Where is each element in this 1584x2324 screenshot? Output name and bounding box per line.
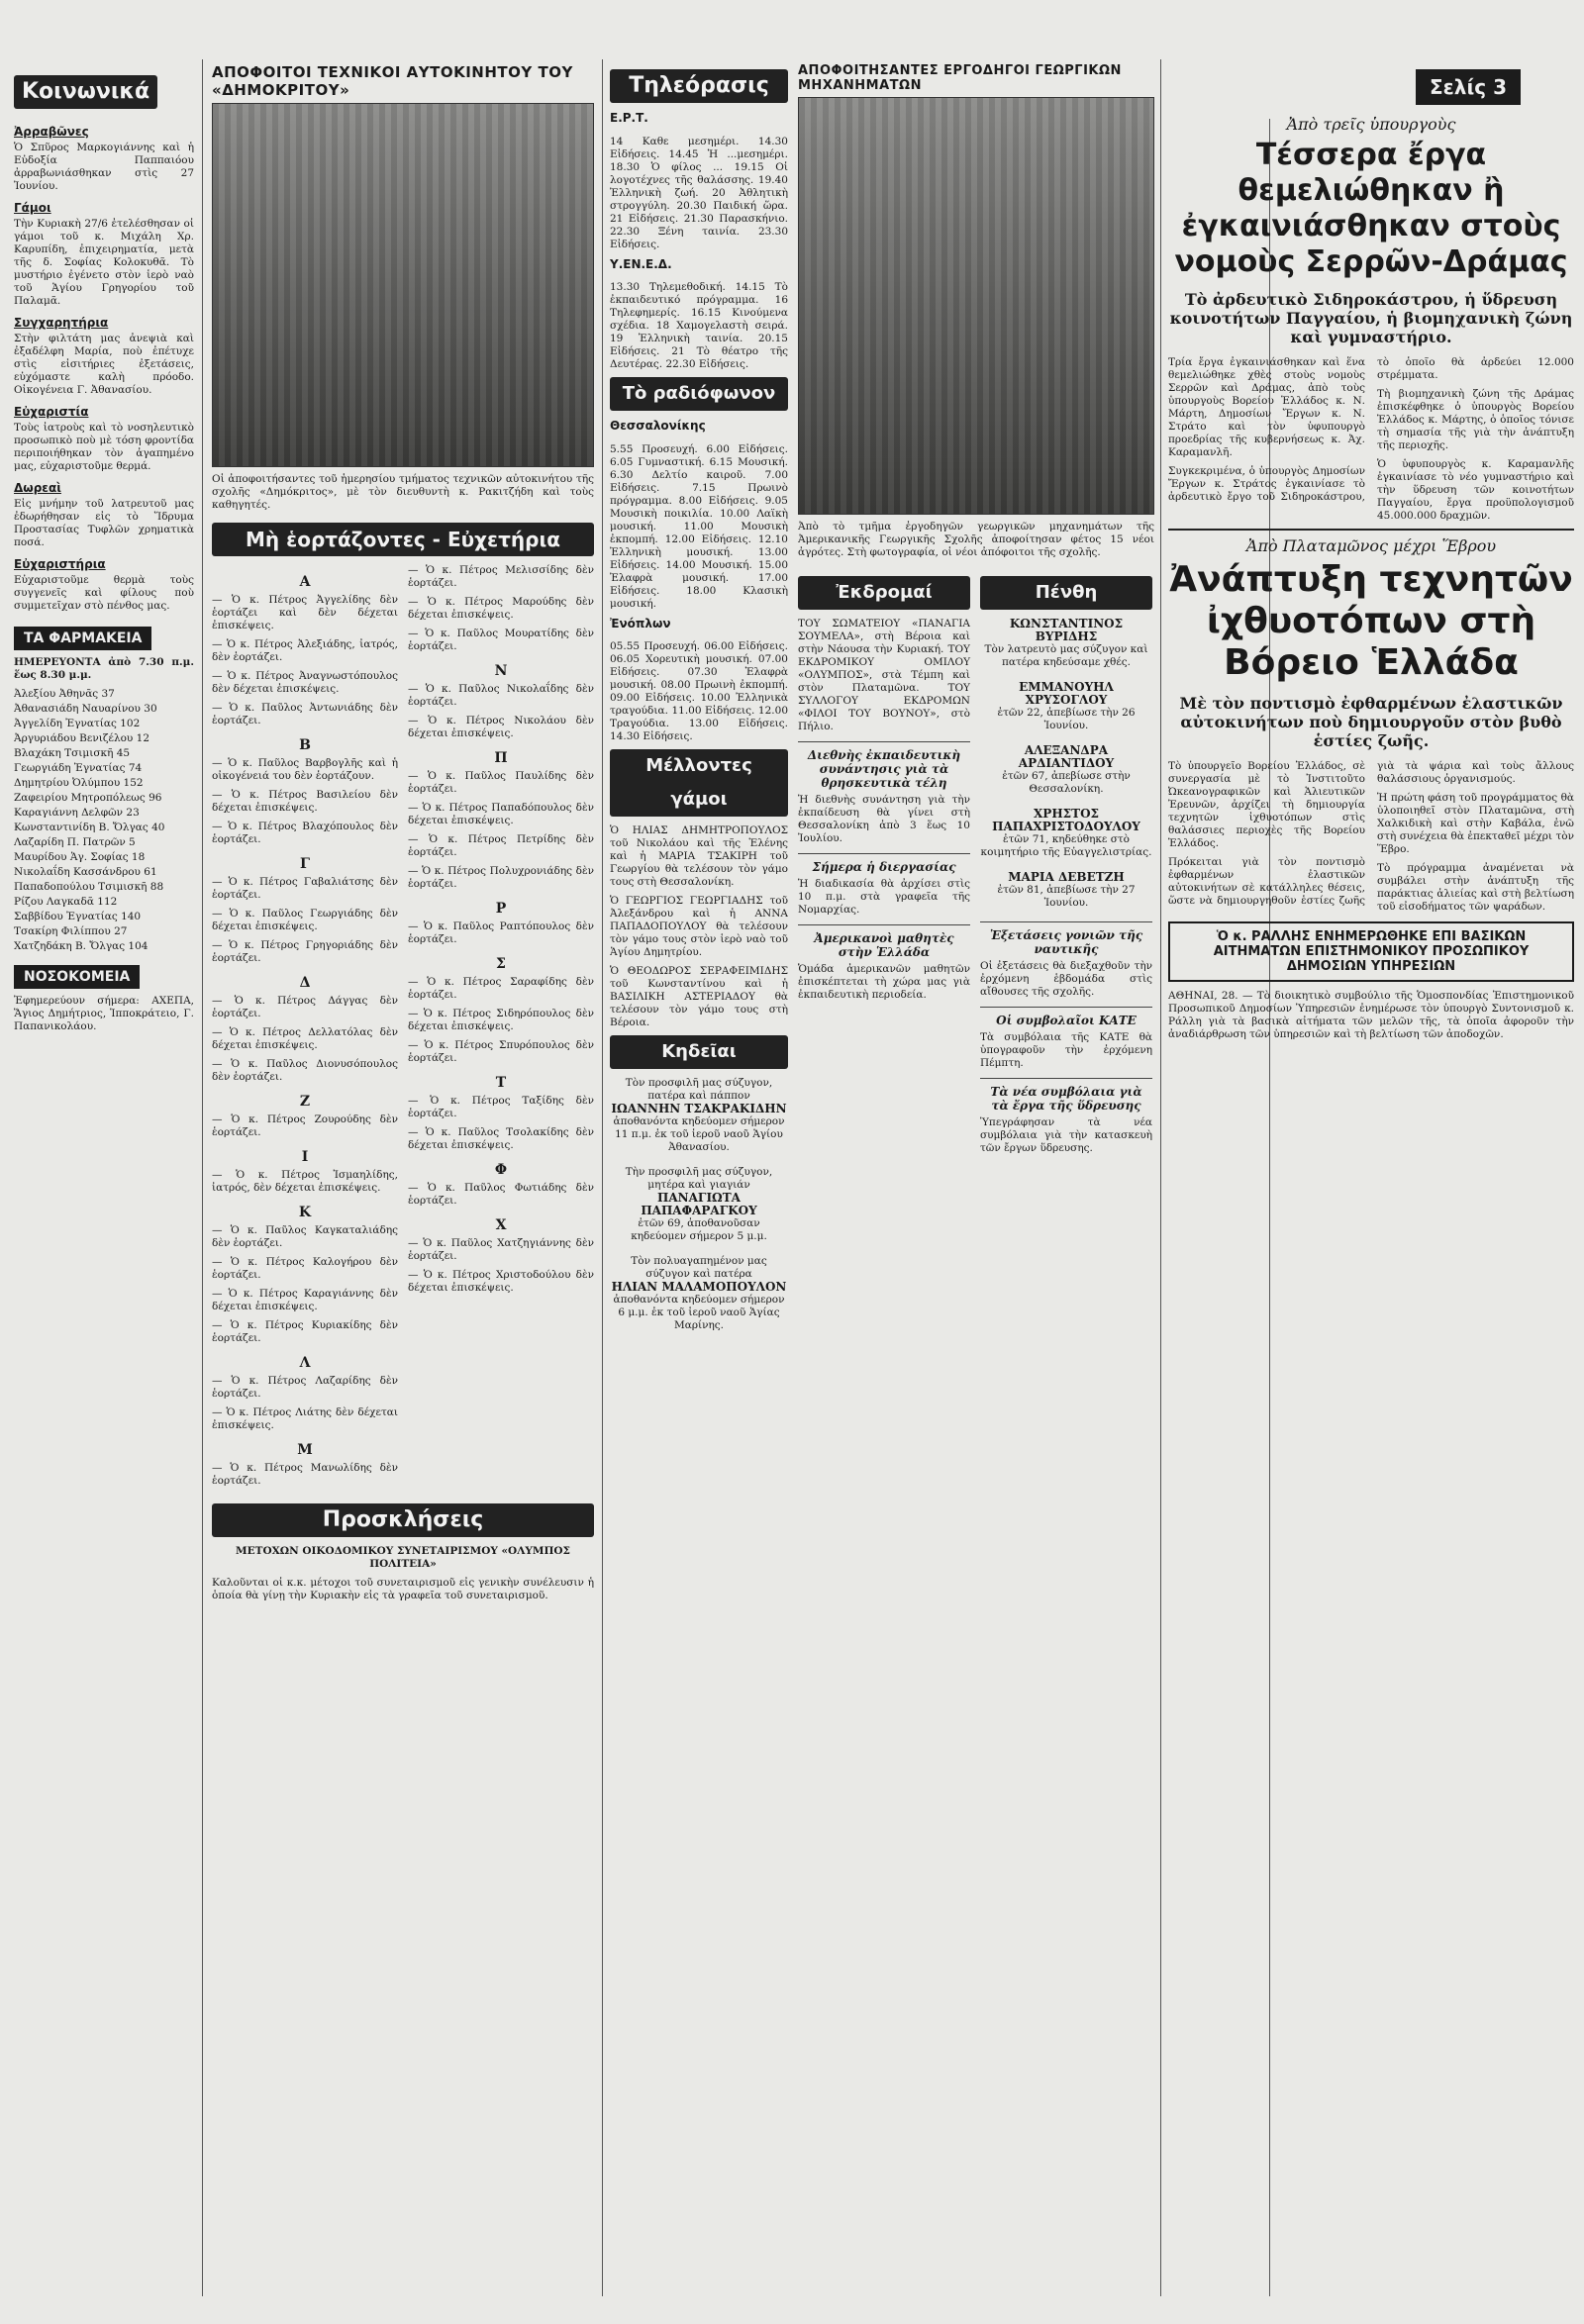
thanks-text: Τοὺς ἰατροὺς καὶ τὸ νοσηλευτικὸ προσωπικὸ ποὺ μὲ τόση φροντίδα περιποιήθηκαν τὸν ἀγαπημένο μας, εὐχαριστοῦμε θερμά. bbox=[14, 422, 194, 472]
news-flash-text: Τὰ συμβόλαια τῆς ΚΑΤΕ θὰ ὑπογραφοῦν τὴν ἐρχόμενη Πέμπτη. bbox=[980, 1030, 1152, 1069]
weddings-title: Γάμοι bbox=[14, 201, 51, 215]
nameday-entry: — Ὁ κ. Παῦλος Φωτιάδης δὲν ἑορτάζει. bbox=[408, 1181, 594, 1207]
news-flash-text: Ἡ διαδικασία θὰ ἀρχίσει στὶς 10 π.μ. στὰ γραφεῖα τῆς Νομαρχίας. bbox=[798, 877, 970, 916]
pharmacy-item: Κωνσταντινίδη Β. Ὄλγας 40 bbox=[14, 822, 165, 833]
pharmacy-item: Σαββίδου Ἐγνατίας 140 bbox=[14, 911, 142, 922]
pharmacy-item: Ἀργυριάδου Βενιζέλου 12 bbox=[14, 732, 150, 744]
mourning-name: ΜΑΡΙΑ ΔΕΒΕΤΖΗ bbox=[1008, 869, 1125, 884]
yened-schedule: 13.30 Τηλεμεθοδική. 14.15 Τὸ ἐκπαιδευτικό πρόγραμμα. 16 Τηλεφημερίς. 16.15 Κινούμενα σχέδια. 18 Χαμογελαστὴ σειρά. 19 Ἐλληνικὴ ταινία. 20.15 Εἰδήσεις. 21 Τὸ θέατρο τῆς Δευτέρας. 22.30 Εἰδήσεις. bbox=[610, 281, 788, 370]
mourning-text: ἐτῶν 81, ἀπεβίωσε τὴν 27 Ἰουνίου. bbox=[997, 883, 1136, 909]
nameday-entry: — Ὁ κ. Παῦλος Τσολακίδης δὲν δέχεται ἐπισκέψεις. bbox=[408, 1125, 594, 1151]
thanks2-text: Εὐχαριστοῦμε θερμὰ τοὺς συγγενεῖς καὶ φίλους ποὺ συμμετεῖχαν στὸ πένθος μας. bbox=[14, 574, 194, 612]
nameday-entry: — Ὁ κ. Πέτρος Πολυχρονιάδης δὲν ἑορτάζει. bbox=[408, 864, 594, 890]
mourning-text: ἐτῶν 71, κηδεύθηκε στὸ κοιμητήριο τῆς Εὐαγγελιστρίας. bbox=[980, 832, 1152, 858]
nameday-letter: Π bbox=[494, 749, 508, 766]
nameday-entry: — Ὁ κ. Πέτρος Γαβαλιάτσης δὲν ἑορτάζει. bbox=[212, 875, 398, 901]
upcoming-wedding-item: Ὁ ΘΕΟΔΩΡΟΣ ΣΕΡΑΦΕΙΜΙΔΗΣ τοῦ Κωνσταντίνου καὶ ἡ ΒΑΣΙΛΙΚΗ ΑΣΤΕΡΙΑΔΟΥ θὰ τελέσουν τὸν γάμο τους στὴ Βέροια. bbox=[610, 965, 788, 1028]
nameday-entry: — Ὁ κ. Πέτρος Μαρούδης δὲν δέχεται ἐπισκέψεις. bbox=[408, 595, 594, 621]
nameday-letter: Ζ bbox=[299, 1093, 311, 1110]
nameday-entry: — Ὁ κ. Παῦλος Διονυσόπουλος δὲν ἑορτάζει. bbox=[212, 1057, 398, 1083]
excursions-column bbox=[798, 570, 970, 1161]
mourning-text: ἐτῶν 67, ἀπεβίωσε στὴν Θεσσαλονίκη. bbox=[1002, 769, 1131, 795]
thessaloniki-schedule: 5.55 Προσευχή. 6.00 Εἰδήσεις. 6.05 Γυμναστική. 6.15 Μουσική. 6.30 Δελτίο καιροῦ. 7.00 Εἰδήσεις. 7.15 Πρωινὸ πρόγραμμα. 8.00 Εἰδήσεις. 9.05 Μουσικὴ ποικιλία. 10.00 Λαϊκὴ μουσική. 11.00 Μουσικὴ ἐκπομπή. 12.00 Εἰδήσεις. 12.10 Ἐλληνικὴ μουσική. 13.00 Εἰδήσεις. 14.00 Μουσική. 15.00 Ἐλαφρὰ μουσική. 17.00 Εἰδήσεις. 18.00 Κλασικὴ μουσική. bbox=[610, 442, 788, 610]
excursions-text: ΤΟΥ ΣΩΜΑΤΕΙΟΥ «ΠΑΝΑΓΙΑ ΣΟΥΜΕΛΑ», στὴ Βέροια καὶ στὴν Νάουσα τὴν Κυριακή. ΤΟΥ ΕΚΔΡΟΜΙΚΟΥ ΟΜΙΛΟΥ «ΟΛΥΜΠΟΣ», στὰ Τέμπη καὶ στὸν Πλαταμῶνα. ΤΟΥ ΣΥΛΛΟΓΟΥ ΕΚΔΡΟΜΩΝ «ΦΙΛΟΙ ΤΟΥ ΒΟΥΝΟΥ», στὸ Πήλιο. bbox=[798, 617, 970, 732]
nameday-entry: — Ὁ κ. Πέτρος Ἀγγελίδης δὲν ἑορτάζει καὶ δὲν δέχεται ἐπισκέψεις. bbox=[212, 593, 398, 631]
article1-paragraph: Συγκεκριμένα, ὁ ὑπουργὸς Δημοσίων Ἔργων κ. Στράτος ἐγκαινίασε τὸ ἀρδευτικὸ ἔργο τοῦ Σιδηροκάστρου, τὸ ὁποῖο θὰ ἀρδεύει 12.000 στρέμματα. bbox=[1168, 356, 1574, 503]
article1-headline: Τέσσερα ἔργα θεμελιώθηκαν ἢ ἐγκαινιάσθηκαν στοὺς νομοὺς Σερρῶν-Δράμας bbox=[1174, 138, 1568, 279]
nameday-entry: — Ὁ κ. Παῦλος Γεωργιάδης δὲν δέχεται ἐπισκέψεις. bbox=[212, 907, 398, 932]
news-flash bbox=[980, 921, 1152, 999]
mourning-notice bbox=[980, 744, 1152, 796]
funeral-intro: Τὴν προσφιλῆ μας σύζυγον, μητέρα καὶ γιαγιάν bbox=[625, 1166, 773, 1191]
funeral-name: ΠΑΝΑΓΙΩΤΑ ΠΑΠΑΦΑΡΑΓΚΟΥ bbox=[641, 1191, 757, 1217]
article2-subhead: Μὲ τὸν ποντισμὸ ἐφθαρμένων ἐλαστικῶν αὐτοκινήτων ποὺ δημιουργοῦν στὸν βυθὸ ἑστίες ζωῆς. bbox=[1179, 694, 1563, 750]
pharmacy-item: Χατζηδάκη Β. Ὄλγας 104 bbox=[14, 940, 148, 952]
article1-paragraph: Τρία ἔργα ἐγκαινιάσθηκαν καὶ ἕνα θεμελιώθηκε χθὲς στοὺς νομοὺς Σερρῶν καὶ Δράμας, ἀπὸ τοὺς ὑπουργοὺς Βορείου Ἑλλάδος κ. Ν. Μάρτη, Δημοσίων Ἔργων κ. Ν. Στράτο καὶ τὸν ὑφυπουργὸ προεδρίας τῆς κυβερνήσεως κ. Ἀχ. Καραμανλῆ. bbox=[1168, 356, 1365, 458]
ralli-box-text: ΑΘΗΝΑΙ, 28. — Τὸ διοικητικὸ συμβούλιο τῆς Ὁμοσπονδίας Ἐπιστημονικοῦ Προσωπικοῦ Δημοσίων Ὑπηρεσιῶν ἐνημέρωσε τὸν ὑπουργὸ Συντονισμοῦ κ. Ράλλη γιὰ τὰ βασικὰ αἰτήματα τῶν μελῶν τῆς, τὰ ὁποῖα ἀφοροῦν τὴν ἀναδιάρθρωση τῶν ὑπηρεσιῶν καὶ τὴ βελτίωση τῶν ἀποδοχῶν. bbox=[1168, 990, 1574, 1040]
nameday-letter: Λ bbox=[299, 1354, 311, 1371]
center-column bbox=[610, 63, 788, 2300]
news-flash-text: Ὁμάδα ἀμερικανῶν μαθητῶν ἐπισκέπτεται τὴ χώρα μας γιὰ ἐκπαιδευτικὴ περιοδεία. bbox=[798, 962, 970, 1001]
invitations-header: Προσκλήσεις bbox=[212, 1503, 594, 1537]
nameday-entry: — Ὁ κ. Παῦλος Ἀντωνιάδης δὲν ἑορτάζει. bbox=[212, 701, 398, 726]
nameday-letter: Β bbox=[299, 736, 311, 753]
pharmacies-intro: ΗΜΕΡΕΥΟΝΤΑ ἀπὸ 7.30 π.μ. ἕως 8.30 μ.μ. bbox=[14, 656, 194, 681]
ralli-box-title: Ὁ κ. ΡΑΛΛΗΣ ΕΝΗΜΕΡΩΘΗΚΕ ΕΠΙ ΒΑΣΙΚΩΝ ΑΙΤΗΜΑΤΩΝ ΕΠΙΣΤΗΜΟΝΙΚΟΥ ΠΡΟΣΩΠΙΚΟΥ ΔΗΜΟΣΙΩΝ ΥΠΗΡΕΣΙΩΝ bbox=[1168, 921, 1574, 982]
congratulations-title: Συγχαρητήρια bbox=[14, 316, 109, 330]
nameday-entry: — Ὁ κ. Πέτρος Ἰσμαηλίδης, ἰατρός, δὲν δέχεται ἐπισκέψεις. bbox=[212, 1168, 398, 1194]
graduates-photo bbox=[212, 103, 594, 467]
mourning-text: Τὸν λατρευτὸ μας σύζυγον καὶ πατέρα κηδεύσαμε χθές. bbox=[984, 642, 1148, 668]
mourning-column bbox=[980, 570, 1152, 1161]
upcoming-weddings-list bbox=[610, 824, 788, 1029]
funeral-intro: Τὸν προσφιλῆ μας σύζυγον, πατέρα καὶ πάππον bbox=[625, 1077, 773, 1102]
nameday-letter: Ρ bbox=[495, 900, 507, 917]
news-flash-text: Ὑπεγράφησαν τὰ νέα συμβόλαια γιὰ τὴν κατασκευὴ τῶν ἔργων ὕδρευσης. bbox=[980, 1115, 1152, 1154]
center-left-column bbox=[212, 63, 594, 2300]
nameday-entry: — Ὁ κ. Πέτρος Ἀλεξιάδης, ἰατρός, δὲν ἑορτάζει. bbox=[212, 637, 398, 663]
nameday-entry: — Ὁ κ. Πέτρος Πετρίδης δὲν ἑορτάζει. bbox=[408, 832, 594, 858]
news-flash-text: Οἱ ἐξετάσεις θὰ διεξαχθοῦν τὴν ἐρχόμενη ἑβδομάδα στὶς αἴθουσες τῆς σχολῆς. bbox=[980, 959, 1152, 998]
namedays-col-1 bbox=[212, 564, 398, 1494]
article2-paragraph: Πρόκειται γιὰ τὸν ποντισμὸ ἐφθαρμένων ἐλαστικῶν αὐτοκινήτων σὲ κατάλληλες θέσεις, ὥστε νὰ δημιουργηθοῦν ἑστίες ζωῆς γιὰ τὰ ψάρια καὶ τοὺς ἄλλους θαλάσσιους ὀργανισμούς. bbox=[1168, 760, 1574, 907]
news-flash-title: Οἱ συμβολαῖοι ΚΑΤΕ bbox=[996, 1013, 1137, 1027]
pharmacy-item: Τσακίρη Φιλίππου 27 bbox=[14, 925, 128, 937]
article2-kicker: Ἀπὸ Πλαταμῶνος μέχρι Ἕβρου bbox=[1245, 536, 1497, 555]
nameday-entry: — Ὁ κ. Πέτρος Ταξίδης δὲν ἑορτάζει. bbox=[408, 1094, 594, 1119]
enoplon-schedule: 05.55 Προσευχή. 06.00 Εἰδήσεις. 06.05 Χορευτικὴ μουσική. 07.00 Εἰδήσεις. 07.30 Ἐλαφρὰ μουσική. 08.00 Πρωινὴ ἐκπομπή. 09.00 Εἰδήσεις. 10.00 Ἐλληνικὰ τραγούδια. 11.00 Εἰδήσεις. 12.00 Τραγούδια. 13.00 Εἰδήσεις. 14.30 Εἰδήσεις. bbox=[610, 640, 788, 742]
news-flash-title: Σήμερα ἡ διεργασίας bbox=[812, 859, 956, 874]
funeral-notice bbox=[610, 1077, 788, 1154]
article2-paragraph: Ἡ πρώτη φάση τοῦ προγράμματος θὰ ὑλοποιηθεῖ στὸν Πλαταμῶνα, στὴ Χαλκιδικὴ καὶ στὴν Καβάλα, ἐνῶ στὴ συνέχεια θὰ ἐπεκταθεῖ μέχρι τὸν Ἕβρο. bbox=[1377, 792, 1574, 855]
farm-photo-title: ΑΠΟΦΟΙΤΗΣΑΝΤΕΣ ΕΡΓΟΔΗΓΟΙ ΓΕΩΡΓΙΚΩΝ ΜΗΧΑΝΗΜΑΤΩΝ bbox=[798, 63, 1122, 93]
pharmacy-item: Ἀθανασιάδη Ναυαρίνου 30 bbox=[14, 703, 157, 715]
thanks2-title: Εὐχαριστήρια bbox=[14, 557, 106, 571]
hospitals-text: Ἐφημερεύουν σήμερα: ΑΧΕΠΑ, Ἅγιος Δημήτριος, Ἱπποκράτειο, Γ. Παπανικολάου. bbox=[14, 995, 194, 1032]
mourning-notice bbox=[980, 808, 1152, 859]
funeral-name: ΗΛΙΑΝ ΜΑΛΑΜΟΠΟΥΛΟΝ bbox=[611, 1280, 787, 1294]
nameday-entry: — Ὁ κ. Πέτρος Παπαδόπουλος δὲν δέχεται ἐπισκέψεις. bbox=[408, 801, 594, 826]
nameday-entry: — Ὁ κ. Πέτρος Βλαχόπουλος δὲν ἑορτάζει. bbox=[212, 820, 398, 845]
nameday-entry: — Ὁ κ. Πέτρος Νικολάου δὲν δέχεται ἐπισκέψεις. bbox=[408, 714, 594, 739]
nameday-entry: — Ὁ κ. Πέτρος Σαραφίδης δὲν ἑορτάζει. bbox=[408, 975, 594, 1001]
nameday-entry: — Ὁ κ. Παῦλος Νικολαΐδης δὲν ἑορτάζει. bbox=[408, 682, 594, 708]
nameday-letter: Δ bbox=[299, 974, 311, 991]
pharmacy-item: Λαζαρίδη Π. Πατρῶν 5 bbox=[14, 836, 136, 848]
social-column bbox=[14, 69, 194, 2306]
nameday-entry: — Ὁ κ. Παῦλος Παυλίδης δὲν ἑορτάζει. bbox=[408, 769, 594, 795]
nameday-letter: Κ bbox=[298, 1204, 312, 1220]
funeral-text: ἐτῶν 69, ἀποθανοῦσαν κηδεύομεν σήμερον 5 μ.μ. bbox=[631, 1217, 767, 1242]
funeral-text: ἀποθανόντα κηδεύομεν σήμερον 6 μ.μ. ἐκ τοῦ ἱεροῦ ναοῦ Ἁγίας Μαρίνης. bbox=[613, 1294, 785, 1331]
tv-header: Τηλεόρασις bbox=[610, 69, 788, 103]
nameday-entry: — Ὁ κ. Πέτρος Σιδηρόπουλος δὲν δέχεται ἐπισκέψεις. bbox=[408, 1007, 594, 1032]
pharmacy-item: Δημητρίου Ὀλύμπου 152 bbox=[14, 777, 144, 789]
nameday-entry: — Ὁ κ. Πέτρος Ἀναγνωστόπουλος δὲν δέχεται ἐπισκέψεις. bbox=[212, 669, 398, 695]
news-flash-title: Διεθνὴς ἐκπαιδευτικὴ συνάντησις γιὰ τὰ θρησκευτικὰ τέλη bbox=[807, 747, 961, 790]
nameday-letter: Μ bbox=[297, 1441, 313, 1458]
nameday-entry: — Ὁ κ. Πέτρος Δελλατόλας δὲν δέχεται ἐπισκέψεις. bbox=[212, 1025, 398, 1051]
article1-body bbox=[1168, 356, 1574, 523]
nameday-entry: — Ὁ κ. Πέτρος Βασιλείου δὲν δέχεται ἐπισκέψεις. bbox=[212, 788, 398, 814]
news-flash-title: Ἐξετάσεις γονιῶν τῆς ναυτικῆς bbox=[989, 927, 1143, 956]
nameday-letter: Τ bbox=[495, 1074, 507, 1091]
mourning-notice bbox=[980, 681, 1152, 732]
nameday-entry: — Ὁ κ. Πέτρος Μανωλίδης δὲν ἑορτάζει. bbox=[212, 1461, 398, 1487]
pharmacy-item: Ρίζου Λαγκαδᾶ 112 bbox=[14, 896, 118, 908]
enoplon-label: Ἐνόπλων bbox=[610, 616, 671, 630]
funeral-text: ἀποθανόντα κηδεύομεν σήμερον 11 π.μ. ἐκ τοῦ ἱεροῦ ναοῦ Ἁγίου Ἀθανασίου. bbox=[613, 1115, 785, 1153]
news-flash-text: Ἡ διεθνὴς συνάντηση γιὰ τὴν ἐκπαίδευση θὰ γίνει στὴ Θεσσαλονίκη ἀπὸ 3 ἕως 10 Ἰουλίου. bbox=[798, 793, 970, 844]
nameday-letter: Γ bbox=[300, 855, 310, 872]
pharmacy-item: Καραγιάννη Δελφῶν 23 bbox=[14, 807, 140, 819]
nameday-entry: — Ὁ κ. Πέτρος Καλογήρου δὲν ἑορτάζει. bbox=[212, 1255, 398, 1281]
mourning-notice bbox=[980, 618, 1152, 669]
pharmacies-header: ΤΑ ΦΑΡΜΑΚΕΙΑ bbox=[14, 627, 151, 650]
ert-label: Ε.Ρ.Τ. bbox=[610, 111, 648, 125]
mourning-name: ΕΜΜΑΝΟΥΗΛ ΧΡΥΣΟΓΛΟΥ bbox=[1019, 679, 1114, 707]
news-flash bbox=[980, 1078, 1152, 1155]
mourning-name: ΑΛΕΞΑΝΔΡΑ ΑΡΔΙΑΝΤΙΔΟΥ bbox=[1018, 742, 1115, 770]
nameday-letter: Α bbox=[299, 573, 311, 590]
hospitals-header: ΝΟΣΟΚΟΜΕΙΑ bbox=[14, 965, 140, 989]
nameday-entry: — Ὁ κ. Πέτρος Γρηγοριάδης δὲν ἑορτάζει. bbox=[212, 938, 398, 964]
radio-header: Τὸ ραδιόφωνον bbox=[610, 377, 788, 411]
ert-schedule: 14 Καθε μεσημέρι. 14.30 Εἰδήσεις. 14.45 Ἡ ...μεσημέρι. 18.30 Ὁ φίλος ... 19.15 Οἱ λογοτέχνες τῆς θαλάσσης. 19.40 Ἐλληνικὴ ζωή. 20 Ἀθλητικὴ στρογγύλη. 20.30 Παιδική ὥρα. 21 Εἰδήσεις. 21.30 Παρασκήνιο. 22.30 Ξένη ταινία. 23.30 Εἰδήσεις. bbox=[610, 135, 788, 250]
donations-title: Δωρεαὶ bbox=[14, 481, 61, 495]
nameday-entry: — Ὁ κ. Παῦλος Μουρατίδης δὲν ἑορτάζει. bbox=[408, 627, 594, 652]
nameday-entry: — Ὁ κ. Πέτρος Λαζαρίδης δὲν ἑορτάζει. bbox=[212, 1374, 398, 1400]
nameday-entry: — Ὁ κ. Πέτρος Λιάτης δὲν δέχεται ἐπισκέψεις. bbox=[212, 1405, 398, 1431]
funeral-notice bbox=[610, 1255, 788, 1332]
farm-graduates-photo bbox=[798, 97, 1154, 515]
mourning-notice bbox=[980, 871, 1152, 910]
mourning-header: Πένθη bbox=[980, 576, 1152, 610]
funeral-name: ΙΩΑΝΝΗΝ ΤΣΑΚΡΑΚΙΔΗΝ bbox=[611, 1102, 787, 1115]
mourning-name: ΧΡΗΣΤΟΣ ΠΑΠΑΧΡΙΣΤΟΔΟΥΛΟΥ bbox=[992, 806, 1140, 833]
pharmacies-list bbox=[14, 688, 194, 953]
engagements-title: Ἀρραβῶνες bbox=[14, 125, 89, 139]
upcoming-wedding-item: Ὁ ΓΕΩΡΓΙΟΣ ΓΕΩΡΓΙΑΔΗΣ τοῦ Ἀλεξάνδρου καὶ ἡ ΑΝΝΑ ΠΑΠΑΔΟΠΟΥΛΟΥ θὰ τελέσουν τὸν γάμο τους στὸν ἱερὸ ναὸ τοῦ Ἁγίου Δημητρίου. bbox=[610, 895, 788, 958]
social-header: Κοινωνικά bbox=[14, 75, 157, 109]
pharmacy-item: Νικολαΐδη Κασσάνδρου 61 bbox=[14, 866, 157, 878]
news-flash bbox=[798, 924, 970, 1002]
yened-label: Υ.ΕΝ.Ε.Δ. bbox=[610, 256, 672, 271]
news-flash bbox=[980, 1007, 1152, 1070]
page-section-tag: Σελίς 3 bbox=[1416, 69, 1521, 105]
pharmacy-item: Ἀλεξίου Ἀθηνᾶς 37 bbox=[14, 688, 115, 700]
namedays-col-2 bbox=[408, 564, 594, 1494]
funeral-notice bbox=[610, 1166, 788, 1243]
nameday-entry: — Ὁ κ. Πέτρος Χριστοδούλου δὲν δέχεται ἐπισκέψεις. bbox=[408, 1268, 594, 1294]
funeral-intro: Τὸν πολυαγαπημένον μας σύζυγον καὶ πατέρα bbox=[631, 1255, 767, 1280]
nameday-letter: Φ bbox=[494, 1161, 508, 1178]
nameday-letter: Ν bbox=[494, 662, 508, 679]
nameday-letter: Ι bbox=[301, 1148, 309, 1165]
weddings-upcoming-header: Μέλλοντες γάμοι bbox=[610, 749, 788, 817]
pharmacy-item: Παπαδοπούλου Τσιμισκῆ 88 bbox=[14, 881, 164, 893]
flash-list-right bbox=[980, 921, 1152, 1155]
article2-paragraph: Τὸ ὑπουργεῖο Βορείου Ἑλλάδος, σὲ συνεργασία μὲ τὸ Ἰνστιτοῦτο Ὠκεανογραφικῶν καὶ Ἁλιευτικῶν Ἐρευνῶν, ἀρχίζει τὴ δημιουργία τεχνητῶν ἰχθυοτόπων στὶς θαλάσσιες περιοχὲς τῆς Βορείου Ἑλλάδος. bbox=[1168, 760, 1365, 849]
pharmacy-item: Μαυρίδου Ἁγ. Σοφίας 18 bbox=[14, 851, 146, 863]
mourning-list bbox=[980, 618, 1152, 910]
funerals-list bbox=[610, 1077, 788, 1332]
flash-list-left bbox=[798, 741, 970, 1002]
nameday-entry: — Ὁ κ. Πέτρος Ζουρούδης δὲν ἑορτάζει. bbox=[212, 1113, 398, 1138]
news-flash-title: Ἀμερικανοὶ μαθητὲς στὴν Ἑλλάδα bbox=[814, 930, 954, 959]
donations-text: Εἰς μνήμην τοῦ λατρευτοῦ μας ἐδωρήθησαν εἰς τὸ Ἵδρυμα Προστασίας Τυφλῶν χρηματικὰ ποσά. bbox=[14, 498, 194, 548]
center-right-column bbox=[798, 63, 1154, 2300]
nameday-letter: Χ bbox=[495, 1216, 507, 1233]
upcoming-wedding-item: Ὁ ΗΛΙΑΣ ΔΗΜΗΤΡΟΠΟΥΛΟΣ τοῦ Νικολάου καὶ τῆς Ἑλένης καὶ ἡ ΜΑΡΙΑ ΤΣΑΚΙΡΗ τοῦ Γεωργίου θὰ τελέσουν τὸν γάμο τους στὴ Θεσσαλονίκη. bbox=[610, 824, 788, 888]
article1-kicker: Ἀπὸ τρεῖς ὑπουργοὺς bbox=[1286, 115, 1456, 134]
nameday-entry: — Ὁ κ. Παῦλος Βαρβογλῆς καὶ ἡ οἰκογένειά του δὲν ἑορτάζουν. bbox=[212, 756, 398, 782]
pharmacy-item: Ζαφειρίου Μητροπόλεως 96 bbox=[14, 792, 162, 804]
namedays-header: Μὴ ἑορτάζοντες - Εὐχετήρια bbox=[212, 523, 594, 556]
nameday-entry: — Ὁ κ. Πέτρος Μελισσίδης δὲν ἑορτάζει. bbox=[408, 563, 594, 589]
news-flash bbox=[798, 853, 970, 917]
congratulations-text: Στὴν φιλτάτη μας ἀνεψιὰ καὶ ἐξαδέλφη Μαρία, ποὺ ἐπέτυχε στὶς εἰσιτήριες ἐξετάσεις, εὐχόμαστε καλὴ πρόοδο. Οἰκογένεια Γ. Ἀθανασίου. bbox=[14, 333, 194, 396]
auto-photo-caption: Οἱ ἀποφοιτήσαντες τοῦ ἡμερησίου τμήματος τεχνικῶν αὐτοκινήτου τῆς σχολῆς «Δημόκριτος», μὲ τὸν διευθυντὴ κ. Ρακιτζήδη καὶ τοὺς καθηγητές. bbox=[212, 473, 594, 511]
pharmacy-item: Γεωργιάδη Ἐγνατίας 74 bbox=[14, 762, 143, 774]
invitations-text: Καλοῦνται οἱ κ.κ. μέτοχοι τοῦ συνεταιρισμοῦ εἰς γενικὴν συνέλευσιν ἡ ὁποία θὰ γίνῃ τὴν Κυριακὴν εἰς τὰ γραφεῖα τοῦ συνεταιρισμοῦ. bbox=[212, 1576, 594, 1601]
right-column bbox=[1168, 115, 1574, 2302]
news-flash-title: Τὰ νέα συμβόλαια γιὰ τὰ ἔργα τῆς ὕδρευσης bbox=[990, 1084, 1142, 1113]
pharmacy-item: Ἀγγελίδη Ἐγνατίας 102 bbox=[14, 718, 141, 729]
article2-body bbox=[1168, 760, 1574, 914]
mourning-name: ΚΩΝΣΤΑΝΤΙΝΟΣ ΒΥΡΙΔΗΣ bbox=[1009, 616, 1124, 643]
nameday-entry: — Ὁ κ. Πέτρος Σπυρόπουλος δὲν ἑορτάζει. bbox=[408, 1038, 594, 1064]
nameday-entry: — Ὁ κ. Πέτρος Καραγιάννης δὲν δέχεται ἐπισκέψεις. bbox=[212, 1287, 398, 1312]
invitations-title: ΜΕΤΟΧΩΝ ΟΙΚΟΔΟΜΙΚΟΥ ΣΥΝΕΤΑΙΡΙΣΜΟΥ «ΟΛΥΜΠΟΣ ΠΟΛΙΤΕΙΑ» bbox=[236, 1544, 570, 1570]
auto-photo-title: ΑΠΟΦΟΙΤΟΙ ΤΕΧΝΙΚΟΙ ΑΥΤΟΚΙΝΗΤΟΥ ΤΟΥ «ΔΗΜΟΚΡΙΤΟΥ» bbox=[212, 63, 573, 99]
article1-subhead: Τὸ ἀρδευτικὸ Σιδηροκάστρου, ἡ ὕδρευση κοινοτήτων Παγγαίου, ἡ βιομηχανικὴ ζώνη καὶ γυμναστήριο. bbox=[1169, 290, 1573, 346]
farm-photo-caption: Ἀπὸ τὸ τμῆμα ἐργοδηγῶν γεωργικῶν μηχανημάτων τῆς Ἀμερικανικῆς Γεωργικῆς Σχολῆς ἀποφοίτησαν φέτος 15 νέοι ἀγρότες. Στὴ φωτογραφία, οἱ νέοι ἀπόφοιτοι τῆς σχολῆς. bbox=[798, 521, 1154, 558]
excursions-header: Ἐκδρομαί bbox=[798, 576, 970, 610]
nameday-entry: — Ὁ κ. Παῦλος Χατζηγιάννης δὲν ἑορτάζει. bbox=[408, 1236, 594, 1262]
news-flash bbox=[798, 741, 970, 845]
article1-paragraph: Τὴ βιομηχανικὴ ζώνη τῆς Δράμας ἐπισκέφθηκε ὁ ὑπουργὸς Βορείου Ἑλλάδος κ. Μάρτης, ὁ ὁποῖος τόνισε τὴ σημασία τῆς γιὰ τὴν ἀνάπτυξη τῆς περιοχῆς. bbox=[1377, 388, 1574, 451]
engagements-text: Ὁ Σπῦρος Μαρκογιάννης καὶ ἡ Εὐδοξία Παππαιόου ἀρραβωνιάσθηκαν στὶς 27 Ἰουνίου. bbox=[14, 142, 194, 192]
nameday-entry: — Ὁ κ. Παῦλος Ραπτόπουλος δὲν ἑορτάζει. bbox=[408, 920, 594, 945]
pharmacy-item: Βλαχάκη Τσιμισκῆ 45 bbox=[14, 747, 131, 759]
thanks-title: Εὐχαριστία bbox=[14, 405, 89, 419]
nameday-entry: — Ὁ κ. Παῦλος Καγκαταλιάδης δὲν ἑορτάζει. bbox=[212, 1223, 398, 1249]
nameday-letter: Σ bbox=[496, 955, 506, 972]
thessaloniki-label: Θεσσαλονίκης bbox=[610, 419, 706, 433]
nameday-entry: — Ὁ κ. Πέτρος Κυριακίδης δὲν ἑορτάζει. bbox=[212, 1318, 398, 1344]
nameday-entry: — Ὁ κ. Πέτρος Δάγγας δὲν ἑορτάζει. bbox=[212, 994, 398, 1019]
article2-headline: Ἀνάπτυξη τεχνητῶν ἰχθυοτόπων στὴ Βόρειο Ἑλλάδα bbox=[1169, 559, 1573, 683]
weddings-text: Τὴν Κυριακὴ 27/6 ἐτελέσθησαν οἱ γάμοι τοῦ κ. Μιχάλη Χρ. Καρυπίδη, ἐπιχειρηματία, μετὰ τῆς δ. Σοφίας Κολοκυθᾶ. Τὸ μυστήριο ἐγένετο στὸν ἱερὸ ναὸ τοῦ Ἁγίου Γρηγορίου τοῦ Παλαμᾶ. bbox=[14, 218, 194, 307]
mourning-text: ἐτῶν 22, ἀπεβίωσε τὴν 26 Ἰουνίου. bbox=[997, 706, 1136, 731]
funerals-header: Κηδεῖαι bbox=[610, 1035, 788, 1069]
article1-paragraph: Ὁ ὑφυπουργὸς κ. Καραμανλῆς ἐγκαινίασε τὸ νέο γυμναστήριο καὶ τὴν ὕδρευση τῶν κοινοτήτων Παγγαίου, ἔργα προϋπολογισμοῦ 45.000.000 δραχμῶν. bbox=[1377, 458, 1574, 522]
article2-paragraph: Τὸ πρόγραμμα ἀναμένεται νὰ συμβάλει στὴν ἀνάπτυξη τῆς παράκτιας ἁλιείας καὶ στὴ βελτίωση τοῦ εἰσοδήματος τῶν ψαράδων. bbox=[1377, 862, 1574, 913]
